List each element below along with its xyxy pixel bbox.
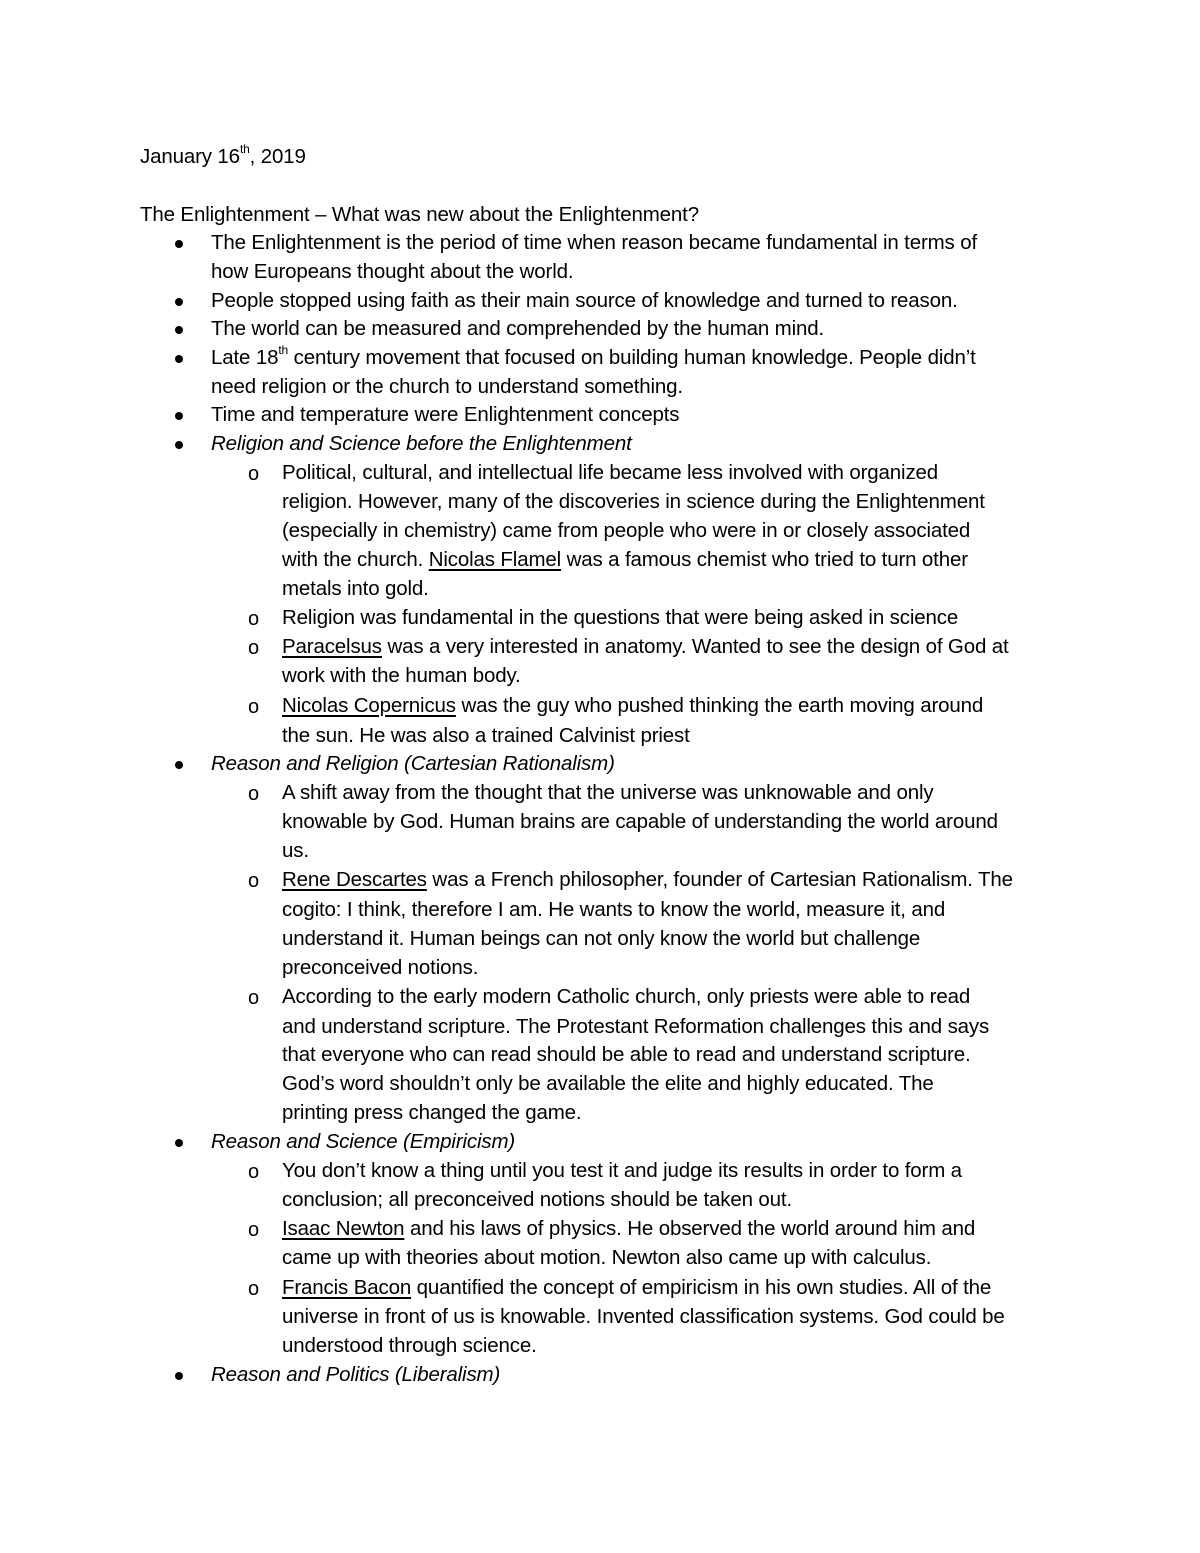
sub-bullet-line: religion. However, many of the discoveries in science during the Enlightenment [282,490,985,513]
date-line [140,142,306,169]
date-ordinal-suffix: th [239,142,250,157]
sub-bullet-line: understand it. Human beings can not only know the world but challenge [282,927,921,950]
sub-bullet-line [282,868,1013,892]
section-title: Reason and Religion (Cartesian Rationalism) [211,752,615,775]
text-segment: quantified the concept of empiricism in his own studies. All of the [411,1276,992,1299]
sub-bullet-line: Religion was fundamental in the questions that were being asked in science [282,606,959,629]
sub-bullet-circle-icon: o [248,987,260,1009]
text-segment: and his laws of physics. He observed the world around him and [404,1217,976,1240]
text-segment: was a French philosopher, founder of Cartesian Rationalism. The [426,868,1013,891]
sub-bullet-line: and understand scripture. The Protestant Reformation challenges this and says [282,1015,990,1038]
person-name-underlined: Isaac Newton [282,1217,405,1240]
sub-bullet-line: cogito: I think, therefore I am. He wants to know the world, measure it, and [282,898,946,921]
sub-bullet-line: metals into gold. [282,577,429,600]
sub-bullet-line: (especially in chemistry) came from people who were in or closely associated [282,519,971,542]
person-name-underlined: Paracelsus [282,635,382,658]
section-title: Reason and Politics (Liberalism) [211,1363,501,1386]
sub-bullet-line [282,548,968,572]
sub-bullet-line: knowable by God. Human brains are capable of understanding the world around [282,810,998,833]
sub-bullet-line [282,1276,991,1300]
sub-bullet-circle-icon: o [248,783,260,805]
sub-bullet-circle-icon: o [248,608,260,630]
bullet-line: The world can be measured and comprehended by the human mind. [211,317,825,340]
sub-bullet-circle-icon: o [248,1278,260,1300]
bullet-line [211,343,976,370]
ordinal-suffix: th [278,343,289,358]
sub-bullet-line: Political, cultural, and intellectual life became less involved with organized [282,461,939,484]
sub-bullet-circle-icon: o [248,1161,260,1183]
person-name-underlined: Rene Descartes [282,868,427,891]
sub-bullet-line: that everyone who can read should be able to read and understand scripture. [282,1043,971,1066]
sub-bullet-line: preconceived notions. [282,956,479,979]
text-segment: was the guy who pushed thinking the earth moving around [455,694,984,717]
sub-bullet-line [282,635,1009,659]
sub-bullet-line: According to the early modern Catholic church, only priests were able to read [282,985,971,1008]
person-name-underlined: Nicolas Flamel [428,548,562,571]
sub-bullet-circle-icon: o [248,463,260,485]
sub-bullet-circle-icon: o [248,870,260,892]
text-segment: was a famous chemist who tried to turn other [561,548,968,571]
sub-bullet-line: understood through science. [282,1334,537,1357]
sub-bullet-line: God’s word shouldn’t only be available the elite and highly educated. The [282,1072,934,1095]
bullet-line: People stopped using faith as their main source of knowledge and turned to reason. [211,289,958,312]
section-title: Religion and Science before the Enlightenment [211,432,632,455]
sub-bullet-line: A shift away from the thought that the universe was unknowable and only [282,781,934,804]
sub-bullet-line: came up with theories about motion. Newton also came up with calculus. [282,1246,932,1269]
bullet-line: need religion or the church to understand something. [211,375,683,398]
bullet-line: The Enlightenment is the period of time when reason became fundamental in terms of [211,231,977,254]
notes-heading: The Enlightenment – What was new about the Enlightenment? [140,203,699,226]
sub-bullet-line: conclusion; all preconceived notions should be taken out. [282,1188,792,1211]
person-name-underlined: Francis Bacon [282,1276,412,1299]
text-segment: century movement that focused on building human knowledge. People didn’t [288,346,976,369]
sub-bullet-line: us. [282,839,309,862]
sub-bullet-circle-icon: o [248,1219,260,1241]
bullet-line: how Europeans thought about the world. [211,260,574,283]
bullet-line: Time and temperature were Enlightenment concepts [211,403,680,426]
sub-bullet-line [282,694,983,718]
date-month-day: January 16 [140,145,240,168]
text-segment: Late 18 [211,346,279,369]
sub-bullet-line: universe in front of us is knowable. Invented classification systems. God could be [282,1305,1005,1328]
section-title: Reason and Science (Empiricism) [211,1130,516,1153]
person-name-underlined: Nicolas Copernicus [282,694,456,717]
sub-bullet-line: You don’t know a thing until you test it and judge its results in order to form a [282,1159,962,1182]
sub-bullet-line: printing press changed the game. [282,1101,582,1124]
text-segment: was a very interested in anatomy. Wanted to see the design of God at [381,635,1009,658]
text-segment: with the church. [282,548,429,571]
sub-bullet-circle-icon: o [248,637,260,659]
sub-bullet-line: work with the human body. [282,664,521,687]
sub-bullet-line [282,1217,975,1241]
sub-bullet-line: the sun. He was also a trained Calvinist priest [282,724,690,747]
sub-bullet-circle-icon: o [248,696,260,718]
date-year: , 2019 [249,145,306,168]
